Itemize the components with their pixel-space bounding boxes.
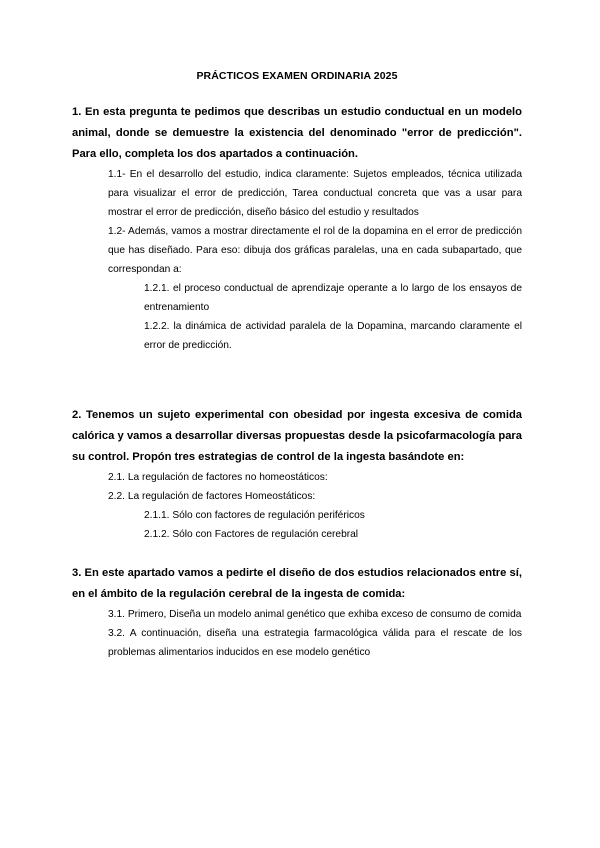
item-3-2: 3.2. A continuación, diseña una estrategia farmacológica válida para el rescate de los problemas alimentarios inducidos en ese modelo genético — [108, 628, 522, 658]
item-1-2-1: 1.2.1. el proceso conductual de aprendizaje operante a lo largo de los ensayos de entrenamiento — [144, 283, 522, 313]
question-3-text: 3. En este apartado vamos a pedirte el diseño de dos estudios relacionados entre sí, en el ámbito de la regulación cerebral de la ingesta de comida: — [72, 567, 522, 600]
item-2-1-2: 2.1.2. Sólo con Factores de regulación cerebral — [144, 529, 359, 540]
question-1 — [72, 102, 522, 355]
question-1-text: 1. En esta pregunta te pedimos que describas un estudio conductual en un modelo animal, donde se demuestre la existencia del denominado "error de predicción". Para ello, completa los dos apartados a continuación. — [72, 106, 522, 160]
item-2-2: 2.2. La regulación de factores Homeostáticos: — [108, 491, 316, 502]
item-3-1: 3.1. Primero, Diseña un modelo animal genético que exhiba exceso de consumo de comida — [108, 609, 522, 620]
item-2-1-1: 2.1.1. Sólo con factores de regulación periféricos — [144, 510, 365, 521]
document-title: PRÁCTICOS EXAMEN ORDINARIA 2025 — [196, 70, 398, 82]
item-1-2-2: 1.2.2. la dinámica de actividad paralela de la Dopamina, marcando claramente el error de predicción. — [144, 321, 522, 351]
item-1-2: 1.2- Además, vamos a mostrar directamente el rol de la dopamina en el error de predicción que has diseñado. Para eso: dibuja dos gráficas paralelas, una en cada subapartado, que correspondan a: — [108, 226, 522, 275]
item-1-1: 1.1- En el desarrollo del estudio, indica claramente: Sujetos empleados, técnica utilizada para visualizar el error de predicción, Tarea conductual concreta que vas a usar para mostrar el error de predicción, diseño básico del estudio y resultados — [108, 169, 522, 218]
item-2-1: 2.1. La regulación de factores no homeostáticos: — [108, 472, 328, 483]
question-2 — [72, 405, 522, 544]
question-2-text: 2. Tenemos un sujeto experimental con obesidad por ingesta excesiva de comida calórica y vamos a desarrollar diversas propuestas desde la psicofarmacología para su control. Propón tres estrategias de control de la ingesta basándote en: — [72, 409, 522, 463]
question-3 — [72, 563, 522, 662]
